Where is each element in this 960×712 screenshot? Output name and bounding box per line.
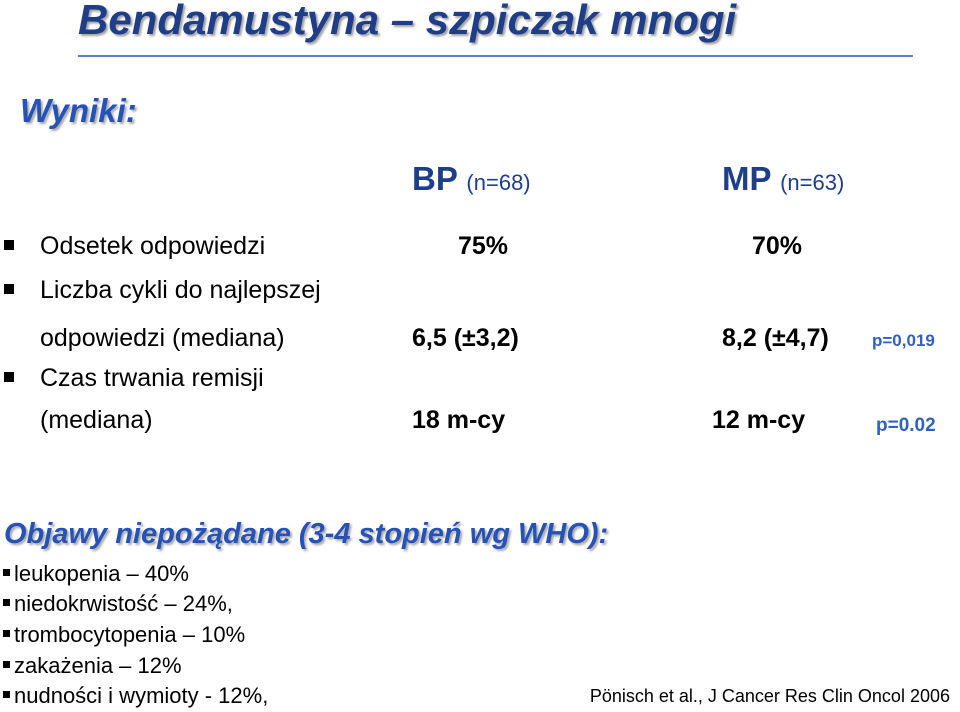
bullet-icon [3,569,10,576]
row-remission-pvalue: p=0.02 [876,415,936,436]
adverse-item: nudności i wymioty - 12%, [14,683,269,708]
bullet-icon [3,599,10,606]
bullet-icon [3,630,10,637]
column-mp-n: (n=63) [780,170,845,195]
row-cycles-bp: 6,5 (±3,2) [412,324,519,352]
row-response-label: Odsetek odpowiedzi [40,232,266,260]
row-remission-label-line2: (mediana) [40,406,153,434]
adverse-events-heading: Objawy niepożądane (3-4 stopień wg WHO): [4,518,609,550]
row-response-bp: 75% [458,232,509,260]
row-remission-mp: 12 m-cy [712,406,806,434]
bullet-icon [4,284,14,294]
results-heading: Wyniki: [20,92,137,129]
adverse-item: trombocytopenia – 10% [14,622,246,647]
row-cycles-label-line1: Liczba cykli do najlepszej [40,276,321,304]
column-bp-n: (n=68) [466,170,531,195]
row-remission-label-line1: Czas trwania remisji [40,364,264,392]
row-response-mp: 70% [752,232,803,260]
column-header-mp [722,160,844,198]
row-cycles-mp: 8,2 (±4,7) [722,324,829,352]
bullet-icon [3,691,10,698]
adverse-item: zakażenia – 12% [14,653,182,678]
bullet-icon [3,661,10,668]
bullet-icon [4,240,14,250]
citation: Pönisch et al., J Cancer Res Clin Oncol 2006 [589,686,950,706]
row-cycles-pvalue: p=0,019 [872,331,935,350]
title-underline [78,55,913,57]
bullet-icon [4,372,14,382]
column-header-bp [412,160,531,198]
adverse-item: niedokrwistość – 24%, [14,591,233,616]
column-mp-name: MP [722,160,771,197]
row-remission-bp: 18 m-cy [412,406,506,434]
column-bp-name: BP [412,160,458,197]
row-cycles-label-line2: odpowiedzi (mediana) [40,324,285,352]
slide-title: Bendamustyna – szpiczak mnogi [78,0,737,43]
adverse-item: leukopenia – 40% [14,561,189,586]
